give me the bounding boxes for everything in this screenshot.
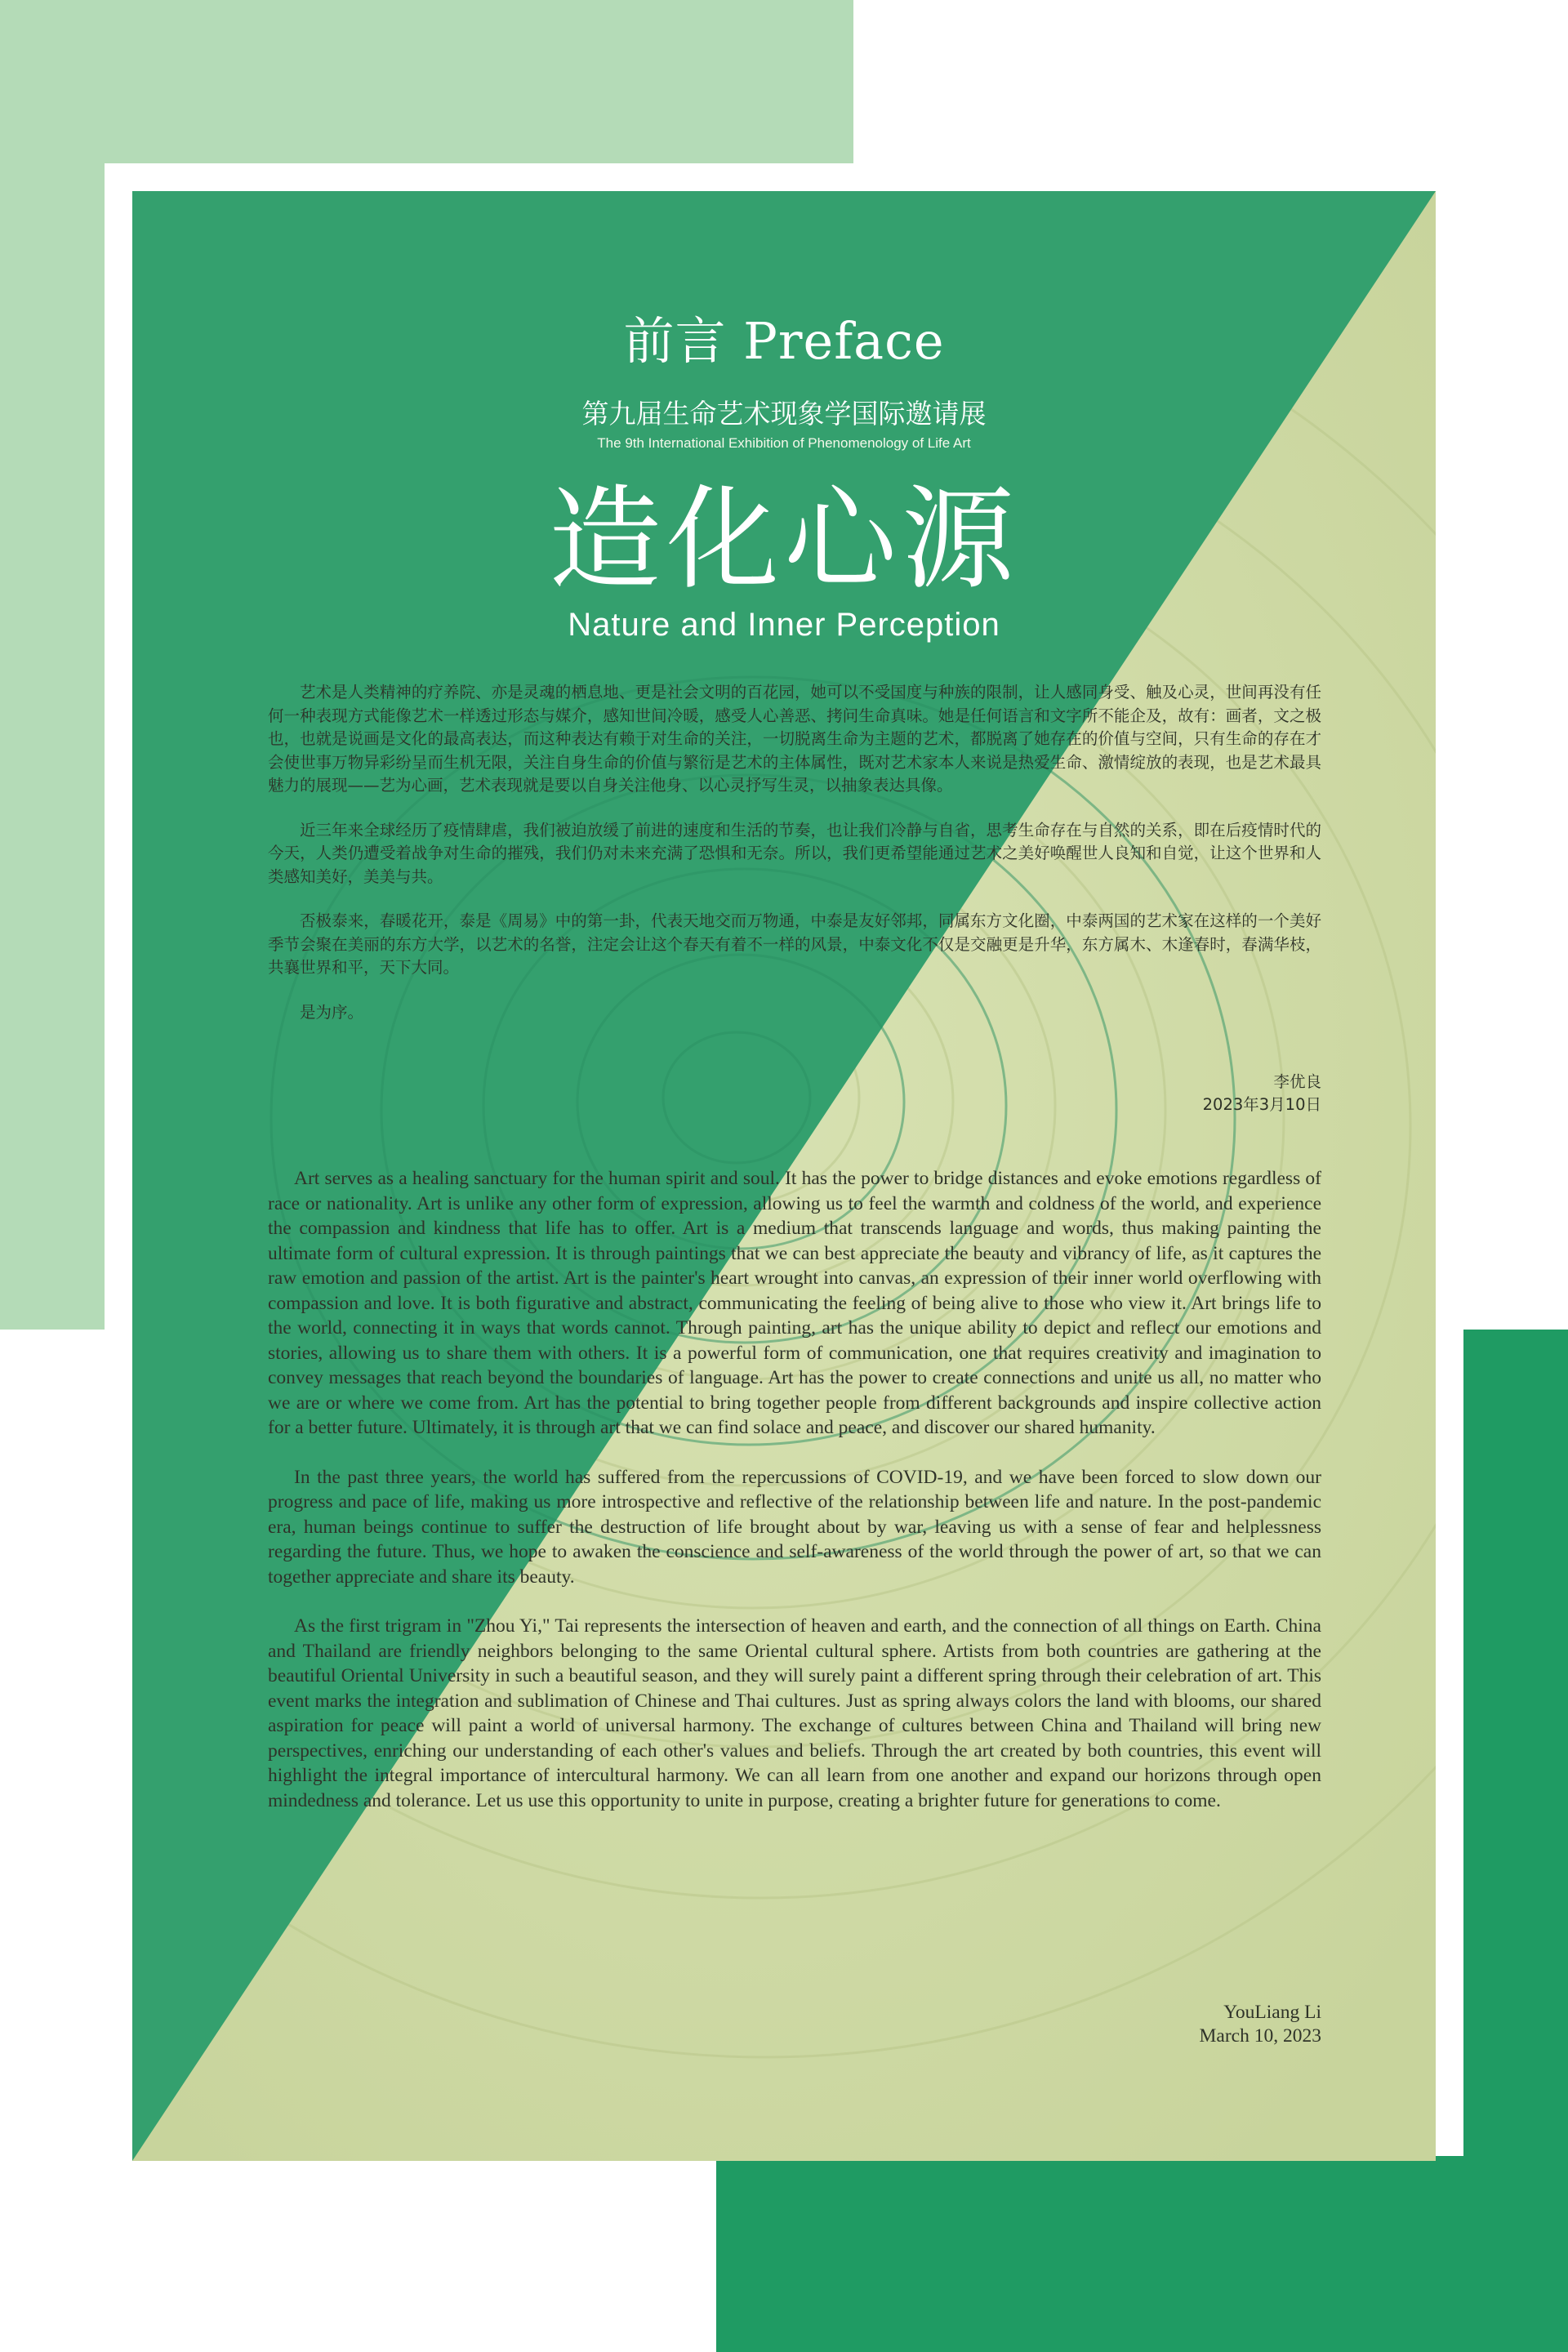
preface-content xyxy=(132,191,1436,2161)
chinese-preface-text xyxy=(268,681,1321,1045)
english-paragraph: As the first trigram in "Zhou Yi," Tai represents the intersection of heaven and earth, and the connection of all things on Earth. China and Thailand are friendly neighbors belonging to the same Oriental cultural sphere. Artists from both countries are gathering at the beautiful Oriental University in such a beautiful season, and they will surely paint a different spring through their celebration of art. This event marks the integration and sublimation of Chinese and Thai cultures. Just as spring always colors the land with blooms, our shared aspiration for peace will paint a world of universal harmony. The exchange of cultures between China and Thailand will bring new perspectives, enriching our understanding of each other's values and beliefs. Through the art created by both countries, this event will highlight the integral importance of intercultural harmony. We can all learn from one another and expand our horizons through open mindedness and tolerance. Let us use this opportunity to unite in purpose, creating a brighter future for generations to come. xyxy=(268,1615,1321,1811)
theme-title-english: Nature and Inner Perception xyxy=(568,607,1000,643)
english-signature xyxy=(1200,2001,1321,2048)
preface-heading: 前言 Preface xyxy=(623,311,945,371)
english-paragraph: Art serves as a healing sanctuary for the human spirit and soul. It has the power to bridge distances and evoke emotions regardless of race or nationality. Art is unlike any other form of expression, allowing us to feel the warmth and coldness of the world, and experience the compassion and kindness that life has to offer. Art is a medium that transcends language and words, thus making painting the ultimate form of cultural expression. It is through paintings that we can best appreciate the beauty and vibrancy of life, as it captures the raw emotion and passion of the artist. Art is the painter's heart wrought into canvas, an expression of their inner world overflowing with compassion and love. It is both figurative and abstract, communicating the feeling of being alive to those who view it. Art brings life to the world, connecting it in ways that words cannot. Through painting, art has the unique ability to depict and reflect our emotions and stories, allowing us to share them with others. It is a powerful form of communication, one that requires creativity and imagination to convey messages that reach beyond the boundaries of language. Art has the power to create connections and unite us all, no matter who we are or where we come from. Art has the potential to bring together people from different backgrounds and inspire collective action for a better future. Ultimately, it is through art that we can find solace and peace, and discover our shared humanity. xyxy=(268,1168,1321,1438)
chinese-paragraph: 否极泰来，春暖花开，泰是《周易》中的第一卦，代表天地交而万物通，中泰是友好邻邦，同属东方文化圈，中泰两国的艺术家在这样的一个美好季节会聚在美丽的东方大学，以艺术的名誉，注定会让这个春天有着不一样的风景，中泰文化不仅是交融更是升华，东方属木、木逢春时，春满华枝，共襄世界和平，天下大同。 xyxy=(268,911,1321,977)
english-paragraph: In the past three years, the world has suffered from the repercussions of COVID-19, and we have been forced to slow down our progress and pace of life, making us more introspective and reflective of the relationship between life and nature. In the post-pandemic era, human beings continue to suffer the destruction of life brought about by war, leaving us with a sense of fear and helplessness regarding the future. Thus, we hope to awaken the conscience and self-awareness of the world through the power of art, so that we can together appreciate and share its beauty. xyxy=(268,1466,1321,1588)
english-date: March 10, 2023 xyxy=(1199,2025,1321,2047)
exhibition-title-english: The 9th International Exhibition of Phenomenology of Life Art xyxy=(597,435,971,451)
chinese-paragraph: 近三年来全球经历了疫情肆虐，我们被迫放缓了前进的速度和生活的节奏，也让我们冷静与自省，思考生命存在与自然的关系，即在后疫情时代的今天，人类仍遭受着战争对生命的摧残，我们仍对未来充满了恐惧和无奈。所以，我们更希望能通过艺术之美好唤醒世人良知和自觉，让这个世界和人类感知美好，美美与共。 xyxy=(268,820,1321,886)
exhibition-title-chinese: 第九届生命艺术现象学国际邀请展 xyxy=(581,398,987,430)
chinese-author: 李优良 xyxy=(1273,1072,1321,1091)
english-preface-text xyxy=(268,1166,1321,1838)
chinese-signature xyxy=(1203,1071,1321,1116)
english-author: YouLiang Li xyxy=(1223,2002,1321,2023)
chinese-paragraph: 是为序。 xyxy=(300,1002,364,1022)
chinese-date: 2023年3月10日 xyxy=(1202,1095,1321,1114)
theme-title-chinese: 造化心源 xyxy=(548,474,1019,605)
poster-panel xyxy=(132,191,1436,2161)
chinese-paragraph: 艺术是人类精神的疗养院、亦是灵魂的栖息地、更是社会文明的百花园，她可以不受国度与种族的限制，让人感同身受、触及心灵，世间再没有任何一种表现方式能像艺术一样透过形态与媒介，感知世间冷暖，感受人心善恶、拷问生命真味。她是任何语言和文字所不能企及，故有：画者，文之极也，也就是说画是文化的最高表达，而这种表达有赖于对生命的关注，一切脱离生命为主题的艺术，都脱离了她存在的价值与空间，只有生命的存在才会使世事万物异彩纷呈而生机无限，关注自身生命的价值与繁衍是艺术的主体属性，既对艺术家本人来说是热爱生命、激情绽放的表现，也是艺术最具魅力的展现——艺为心画，艺术表现就是要以自身关注他身、以心灵抒写生灵，以抽象表达具像。 xyxy=(268,683,1321,795)
